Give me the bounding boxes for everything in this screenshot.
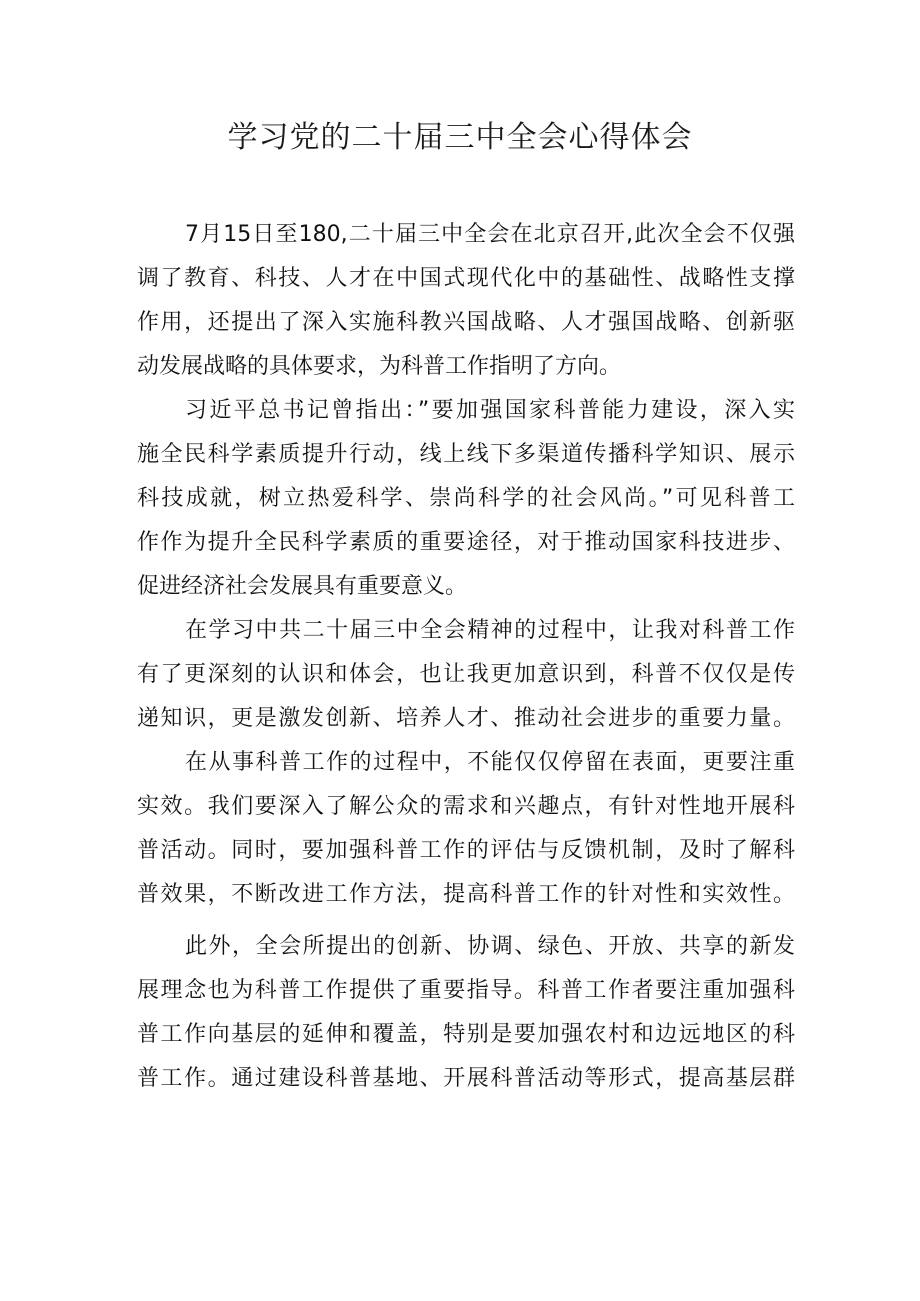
text-line: 展理念也为科普工作提供了重要指导。科普工作者要注重加强科 xyxy=(137,978,795,1003)
text-line: 调了教育、科技、人才在中国式现代化中的基础性、战略性支撑 xyxy=(137,266,795,291)
text-line: 动发展战略的具体要求，为科普工作指明了方向。 xyxy=(137,354,622,379)
text-line: 此外，全会所提出的创新、协调、绿色、开放、共享的新发 xyxy=(185,934,795,959)
text-line: 施全民科学素质提升行动，线上线下多渠道传播科学知识、展示 xyxy=(137,442,795,467)
text-line: 递知识，更是激发创新、培养人才、推动社会进步的重要力量。 xyxy=(137,706,795,731)
text-line: 普效果，不断改进工作方法，提高科普工作的针对性和实效性。 xyxy=(137,882,795,907)
text-line: 有了更深刻的认识和体会，也让我更加意识到，科普不仅仅是传 xyxy=(137,662,795,687)
document-title: 学习党的二十届三中全会心得体会 xyxy=(227,120,693,155)
text-line: 在从事科普工作的过程中，不能仅仅停留在表面，更要注重 xyxy=(185,750,795,775)
text-line: 实效。我们要深入了解公众的需求和兴趣点，有针对性地开展科 xyxy=(137,794,795,819)
text-line: 科技成就，树立热爱科学、崇尚科学的社会风尚。”可见科普工 xyxy=(137,486,795,511)
paragraph-1 xyxy=(137,213,795,389)
text-line: 促进经济社会发展具有重要意义。 xyxy=(137,574,468,599)
text-line: 习近平总书记曾指出：”要加强国家科普能力建设，深入实 xyxy=(185,398,795,423)
text-line: 普工作向基层的延伸和覆盖，特别是要加强农村和边远地区的科 xyxy=(137,1022,795,1047)
text-line: 普工作。通过建设科普基地、开展科普活动等形式，提高基层群 xyxy=(137,1066,795,1091)
paragraph-gap xyxy=(137,917,795,925)
paragraph-2 xyxy=(137,389,795,609)
paragraph-5 xyxy=(137,925,795,1101)
text-line: 作作为提升全民科学素质的重要途径，对于推动国家科技进步、 xyxy=(137,530,795,555)
text-line: 在学习中共二十届三中全会精神的过程中，让我对科普工作 xyxy=(185,618,795,643)
text-line: 7月15日至180,二十届三中全会在北京召开,此次全会不仅强 xyxy=(185,222,795,247)
text-line: 普活动。同时，要加强科普工作的评估与反馈机制，及时了解科 xyxy=(137,838,795,863)
document-body xyxy=(137,213,795,1101)
paragraph-4 xyxy=(137,741,795,917)
paragraph-3 xyxy=(137,609,795,741)
text-line: 作用，还提出了深入实施科教兴国战略、人才强国战略、创新驱 xyxy=(137,310,795,335)
